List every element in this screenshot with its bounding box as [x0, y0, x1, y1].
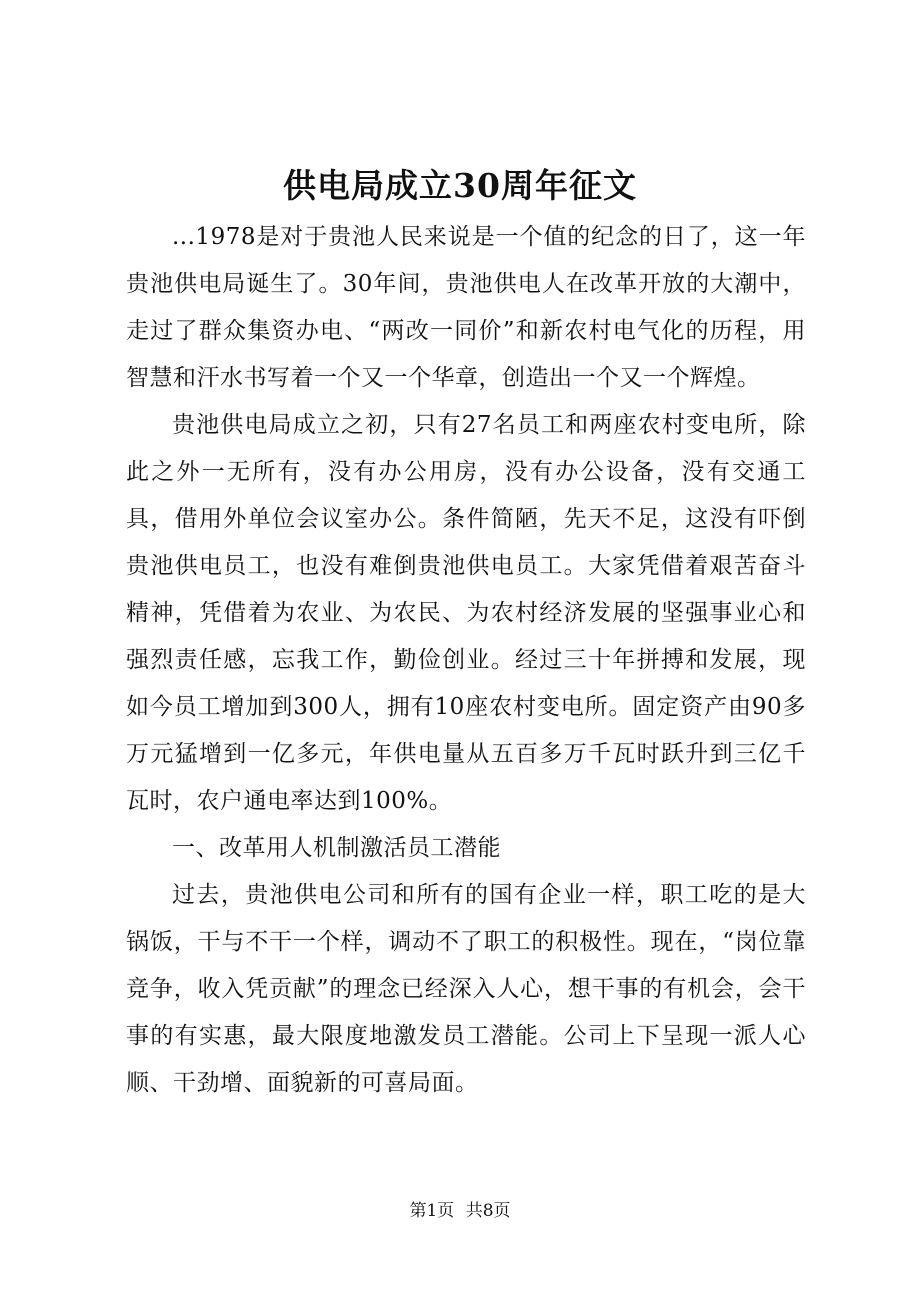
document-body [126, 214, 806, 1107]
paragraph-history: 贵池供电局成立之初，只有27名员工和两座农村变电所，除此之外一无所有，没有办公用房，没有办公设备，没有交通工具，借用外单位会议室办公。条件简陋，先天不足，这没有吓倒贵池供电员工，也没有难倒贵池供电员工。大家凭借着艰苦奋斗精神，凭借着为农业、为农民、为农村经济发展的坚强事业心和强烈责任感，忘我工作，勤俭创业。经过三十年拼搏和发展，现如今员工增加到300人，拥有10座农村变电所。固定资产由90多万元猛增到一亿多元，年供电量从五百多万千瓦时跃升到三亿千瓦时，农户通电率达到100%。 [126, 412, 806, 814]
page-footer [0, 1198, 920, 1224]
page-title: 供电局成立30周年征文 [283, 166, 637, 205]
paragraph-intro: ...1978是对于贵池人民来说是一个值的纪念的日了，这一年贵池供电局诞生了。30年间，贵池供电人在改革开放的大潮中，走过了群众集资办电、“两改一同价”和新农村电气化的历程，用智慧和汗水书写着一个又一个华章，创造出一个又一个辉煌。 [126, 224, 806, 391]
paragraph-reform: 过去，贵池供电公司和所有的国有企业一样，职工吃的是大锅饭，干与不干一个样，调动不了职工的积极性。现在，“岗位靠竞争，收入凭贡献”的理念已经深入人心，想干事的有机会，会干事的有实惠，最大限度地激发员工潜能。公司上下呈现一派人心顺、干劲增、面貌新的可喜局面。 [126, 882, 806, 1096]
section-heading: 一、改革用人机制激活员工潜能 [172, 835, 501, 861]
page-number: 第1页 [409, 1201, 455, 1221]
page-total: 共8页 [465, 1201, 511, 1221]
